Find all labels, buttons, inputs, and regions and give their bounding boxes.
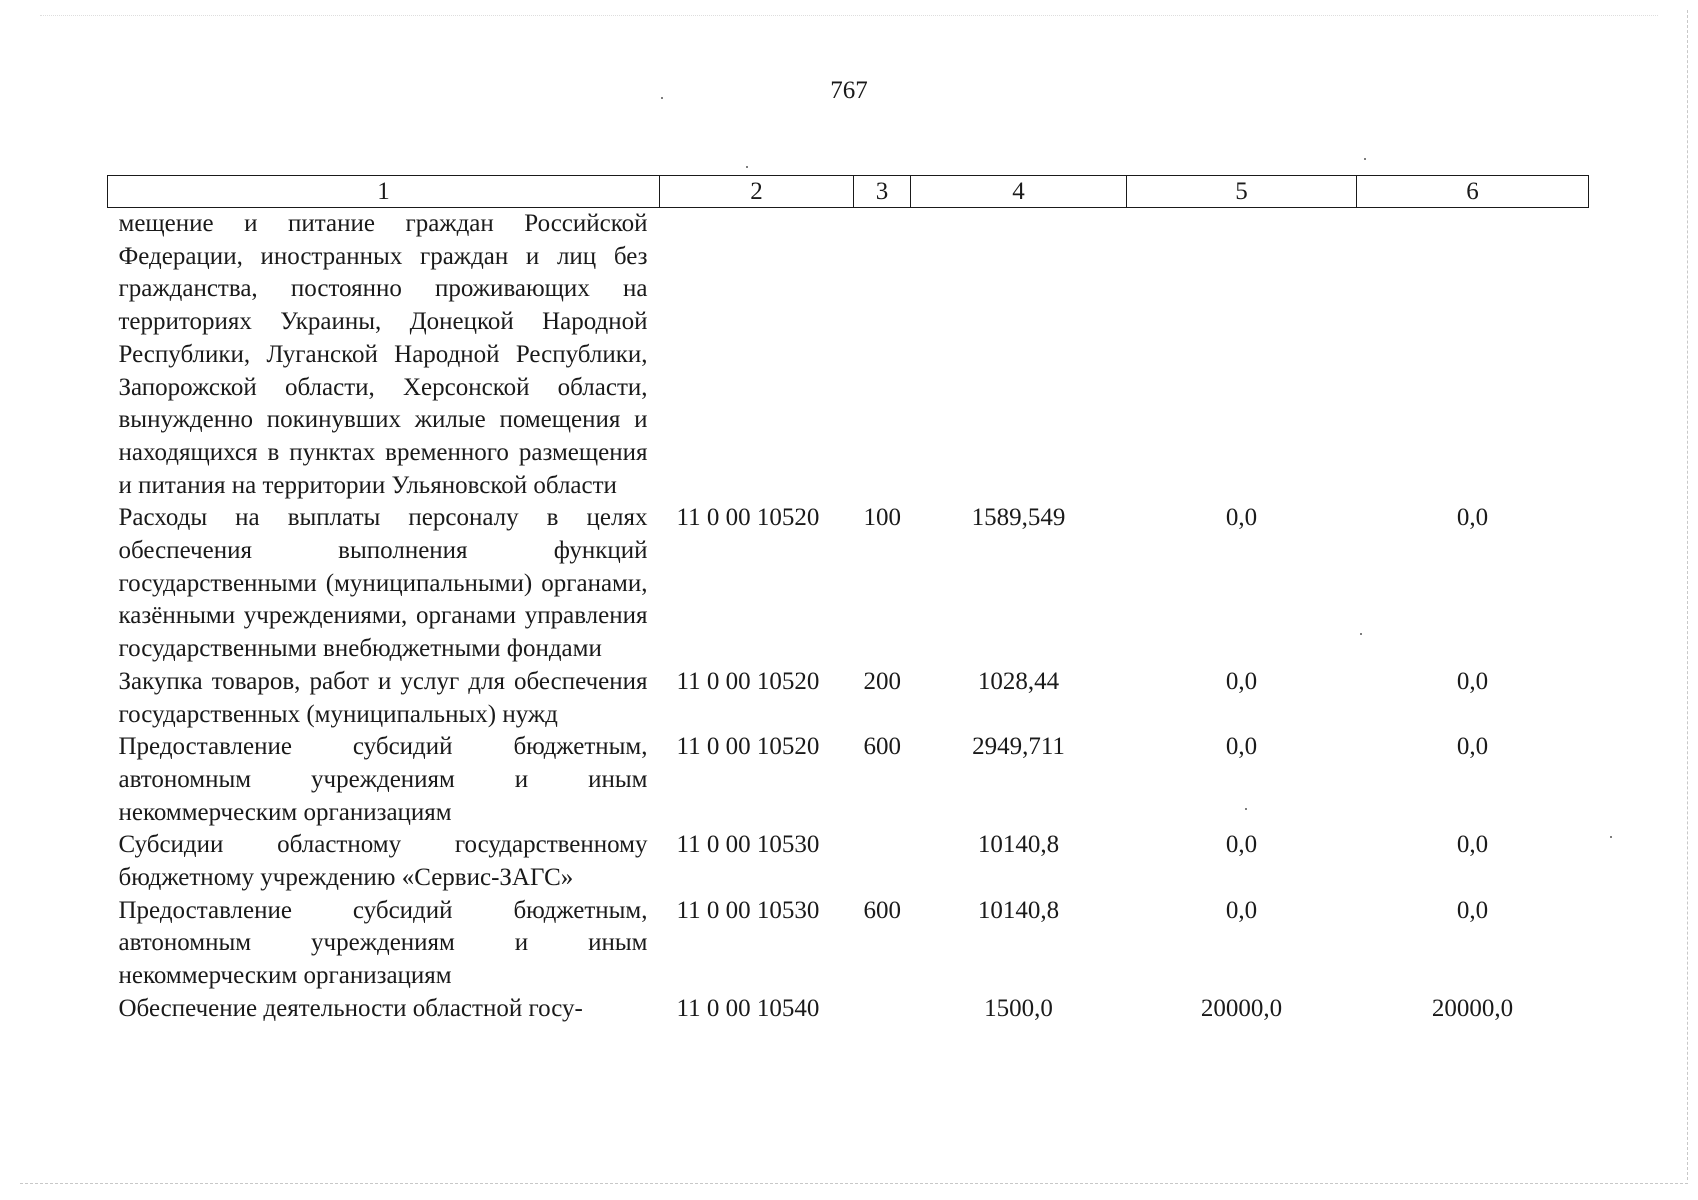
page-number: 767 bbox=[830, 77, 868, 104]
row-col6: 0,0 bbox=[1456, 831, 1489, 859]
budget-table bbox=[107, 175, 1589, 1026]
row-type: 600 bbox=[863, 733, 901, 761]
row-col5: 0,0 bbox=[1225, 896, 1258, 924]
scan-speck bbox=[1610, 836, 1612, 838]
row-col5: 20000,0 bbox=[1200, 994, 1283, 1022]
row-description: Расходы на выплаты персоналу в целях обеспечения выполнения функций государственными (муниципальными) органами, казёнными учреждениями, органами управления государственными внебюджетными фондами bbox=[118, 504, 648, 663]
row-col4: 1028,44 bbox=[977, 667, 1060, 695]
table-row bbox=[108, 829, 1589, 894]
row-col5: 0,0 bbox=[1225, 831, 1258, 859]
row-col6: 20000,0 bbox=[1431, 994, 1514, 1022]
header-row bbox=[108, 176, 1589, 208]
table-row bbox=[108, 208, 1589, 503]
scan-edge-bottom bbox=[20, 1183, 1688, 1184]
row-col4: 2949,711 bbox=[972, 733, 1065, 761]
table-row bbox=[108, 502, 1589, 666]
row-col4: 1589,549 bbox=[971, 504, 1066, 532]
scan-speck bbox=[661, 97, 663, 99]
row-type: 100 bbox=[863, 504, 901, 532]
row-col5: 0,0 bbox=[1225, 504, 1258, 532]
row-code: 11 0 00 10540 bbox=[676, 994, 820, 1022]
row-description: Предоставление субсидий бюджетным, автономным учреждениям и иным некоммерческим организациям bbox=[118, 896, 648, 990]
header-col-1: 1 bbox=[108, 176, 660, 208]
row-type: 200 bbox=[863, 667, 901, 695]
table-row bbox=[108, 993, 1589, 1026]
row-description: Субсидии областному государственному бюджетному учреждению «Сервис-ЗАГС» bbox=[118, 831, 648, 892]
header-col-2: 2 bbox=[660, 176, 854, 208]
row-col4: 10140,8 bbox=[977, 896, 1060, 924]
scan-edge-top bbox=[40, 15, 1658, 16]
table-row bbox=[108, 666, 1589, 731]
row-code: 11 0 00 10520 bbox=[676, 504, 820, 532]
row-type: 600 bbox=[863, 896, 901, 924]
header-col-5: 5 bbox=[1127, 176, 1357, 208]
row-code: 11 0 00 10530 bbox=[676, 896, 820, 924]
row-description: Предоставление субсидий бюджетным, автономным учреждениям и иным некоммерческим организациям bbox=[118, 733, 648, 826]
row-description: Закупка товаров, работ и услуг для обеспечения государственных (муниципальных) нужд bbox=[118, 667, 648, 728]
row-col4 bbox=[911, 208, 1127, 503]
row-col5: 0,0 bbox=[1225, 667, 1258, 695]
scan-speck bbox=[746, 166, 748, 168]
row-code bbox=[660, 208, 854, 503]
row-type bbox=[854, 829, 911, 894]
row-description: Обеспечение деятельности областной госу- bbox=[118, 994, 583, 1022]
row-col6 bbox=[1357, 208, 1589, 503]
scan-speck bbox=[1245, 808, 1247, 810]
row-col5: 0,0 bbox=[1225, 733, 1258, 761]
scan-edge-right bbox=[1687, 10, 1688, 1180]
row-code: 11 0 00 10530 bbox=[676, 831, 820, 859]
row-col6: 0,0 bbox=[1456, 504, 1489, 532]
row-col6: 0,0 bbox=[1456, 667, 1489, 695]
row-col6: 0,0 bbox=[1456, 896, 1489, 924]
row-col6: 0,0 bbox=[1456, 733, 1489, 761]
row-col4: 10140,8 bbox=[977, 831, 1060, 859]
row-col5 bbox=[1127, 208, 1357, 503]
row-type bbox=[854, 993, 911, 1026]
header-col-3: 3 bbox=[854, 176, 911, 208]
header-col-6: 6 bbox=[1357, 176, 1589, 208]
table-row bbox=[108, 731, 1589, 829]
scan-speck bbox=[1364, 158, 1366, 160]
row-code: 11 0 00 10520 bbox=[676, 733, 820, 761]
row-col4: 1500,0 bbox=[984, 994, 1053, 1022]
table-row bbox=[108, 895, 1589, 993]
row-type bbox=[854, 208, 911, 503]
header-col-4: 4 bbox=[911, 176, 1127, 208]
row-description: мещение и питание граждан Российской Федерации, иностранных граждан и лиц без гражданства, постоянно проживающих на территориях Украины, Донецкой Народной Республики, Луганской Народной Республики, Запорожской области, Херсонской области, вынужденно покинувших жилые помещения и находящихся в пунктах временного размещения и питания на территории Ульяновской области bbox=[118, 210, 648, 499]
row-code: 11 0 00 10520 bbox=[676, 667, 820, 695]
scan-speck bbox=[1360, 633, 1362, 635]
